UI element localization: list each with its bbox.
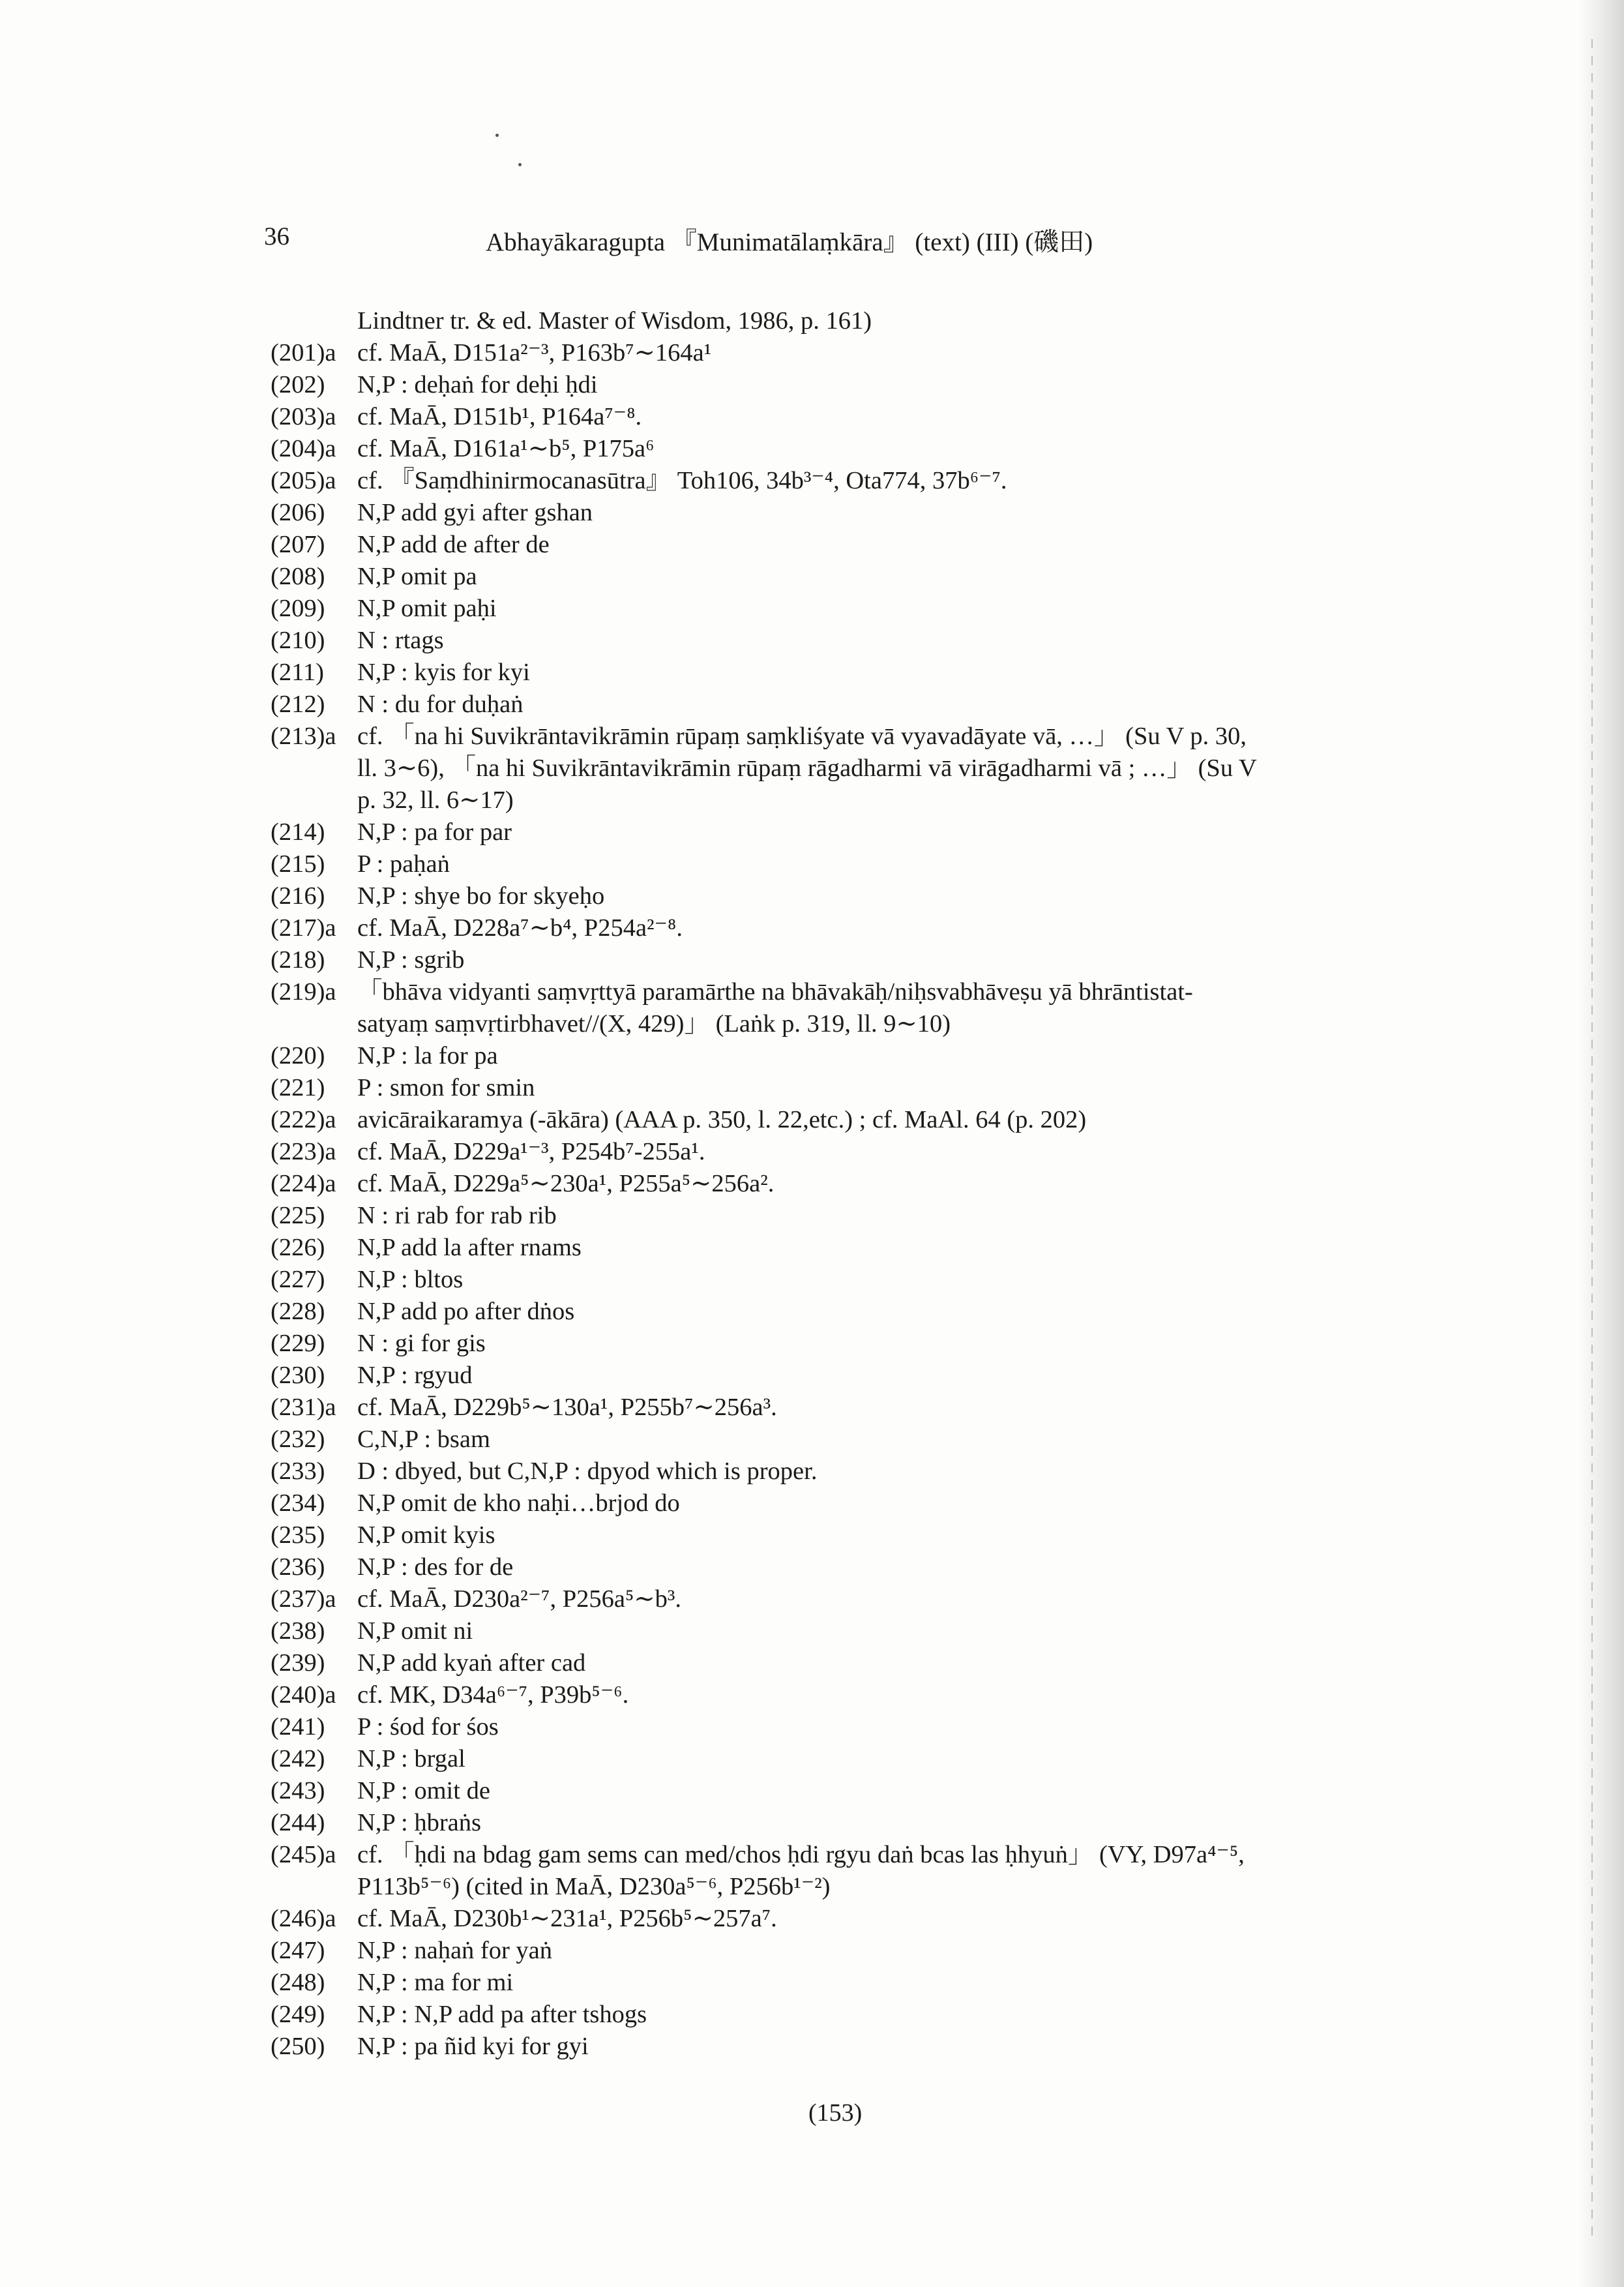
note-entry [271, 337, 1418, 369]
note-text: P : paḥaṅ [357, 850, 450, 878]
note-continuation [271, 785, 1418, 816]
note-entry [271, 944, 1418, 976]
page-header [264, 222, 1624, 261]
note-number: (235) [271, 1521, 325, 1549]
note-entry [271, 1328, 1418, 1360]
note-number: (241) [271, 1713, 325, 1741]
note-text: N,P : shye bo for skyeḥo [357, 882, 605, 910]
note-text: cf. MaĀ, D230a²⁻⁷, P256a⁵∼b³. [357, 1585, 682, 1613]
note-text: P : śod for śos [357, 1713, 499, 1741]
note-text: P : smon for smin [357, 1074, 535, 1101]
note-entry [271, 1072, 1418, 1104]
note-number: (243) [271, 1777, 325, 1804]
note-number: (222)a [271, 1106, 336, 1133]
note-entry [271, 1232, 1418, 1264]
note-number: (215) [271, 850, 325, 878]
note-number: (240)a [271, 1681, 336, 1709]
note-text: N : du for duḥaṅ [357, 691, 524, 718]
note-entry [271, 1647, 1418, 1679]
note-text: cf. 「na hi Suvikrāntavikrāmin rūpaṃ saṃkliśyate vā vyavadāyate vā, …」 (Su V p. 30, [357, 723, 1247, 750]
note-entry [271, 1807, 1418, 1839]
note-text: N,P : sgrib [357, 946, 465, 974]
note-entry [271, 433, 1418, 465]
note-entry [271, 401, 1418, 433]
note-number: (236) [271, 1553, 325, 1581]
note-number: (223)a [271, 1138, 336, 1165]
note-entry [271, 912, 1418, 944]
note-text: N,P add la after rnams [357, 1234, 582, 1261]
note-text: N,P : pa ñid kyi for gyi [357, 2033, 589, 2060]
note-text: N,P : brgal [357, 1745, 465, 1772]
note-text: N : ri rab for rab rib [357, 1202, 557, 1229]
note-text: N,P omit pa [357, 563, 477, 590]
note-text: Lindtner tr. & ed. Master of Wisdom, 1986, p. 161) [357, 307, 872, 335]
note-number: (238) [271, 1617, 325, 1645]
note-number: (239) [271, 1649, 325, 1677]
note-number: (207) [271, 531, 325, 558]
note-entry [271, 976, 1418, 1008]
note-entry [271, 1360, 1418, 1392]
note-number: (213)a [271, 723, 336, 750]
note-number: (242) [271, 1745, 325, 1772]
scan-edge-shadow [1578, 0, 1624, 2287]
note-number: (227) [271, 1266, 325, 1293]
note-entry [271, 1424, 1418, 1456]
note-text: C,N,P : bsam [357, 1426, 490, 1453]
note-text: cf. 『Saṃdhinirmocanasūtra』 Toh106, 34b³⁻⁴, Ota774, 37b⁶⁻⁷. [357, 467, 1007, 494]
note-entry [271, 625, 1418, 657]
running-title: Abhayākaragupta 『Munimatālaṃkāra』 (text) (III) (磯田) [486, 228, 1093, 256]
scan-edge-line [1591, 39, 1593, 2243]
note-entry [271, 1967, 1418, 1999]
note-entry [271, 1743, 1418, 1775]
note-text: avicāraikaramya (-ākāra) (AAA p. 350, l. 22,etc.) ; cf. MaAl. 64 (p. 202) [357, 1106, 1087, 1133]
note-entry [271, 880, 1418, 912]
note-text: N,P : kyis for kyi [357, 659, 530, 686]
note-text: N,P : naḥaṅ for yaṅ [357, 1937, 553, 1964]
note-continuation [271, 1008, 1418, 1040]
scan-speck [495, 134, 499, 137]
note-number: (229) [271, 1330, 325, 1357]
note-number: (247) [271, 1937, 325, 1964]
note-text: N : gi for gis [357, 1330, 486, 1357]
note-entry [271, 1200, 1418, 1232]
note-entry [271, 2031, 1418, 2063]
note-text: cf. MK, D34a⁶⁻⁷, P39b⁵⁻⁶. [357, 1681, 629, 1709]
note-entry [271, 1487, 1418, 1519]
note-entry [271, 1136, 1418, 1168]
note-text: N,P : omit de [357, 1777, 490, 1804]
note-number: (233) [271, 1457, 325, 1485]
note-entry [271, 816, 1418, 848]
note-text: cf. MaĀ, D229a⁵∼230a¹, P255a⁵∼256a². [357, 1170, 775, 1197]
note-entry [271, 497, 1418, 529]
note-text: N,P : ḥbraṅs [357, 1809, 481, 1836]
note-entry [271, 1392, 1418, 1424]
note-entry [271, 1296, 1418, 1328]
note-text: N,P : bltos [357, 1266, 464, 1293]
note-entry [271, 1999, 1418, 2031]
note-number: (214) [271, 818, 325, 846]
note-number: (212) [271, 691, 325, 718]
page-number: 36 [264, 222, 289, 250]
note-text: N,P : ma for mi [357, 1969, 514, 1996]
note-number: (216) [271, 882, 325, 910]
note-text: P113b⁵⁻⁶) (cited in MaĀ, D230a⁵⁻⁶, P256b¹⁻²) [357, 1873, 831, 1900]
note-entry [271, 465, 1418, 497]
note-entry [271, 305, 1418, 337]
note-number: (208) [271, 563, 325, 590]
note-text: cf. 「ḥdi na bdag gam sems can med/chos ḥdi rgyu daṅ bcas las ḥhyuṅ」 (VY, D97a⁴⁻⁵, [357, 1841, 1245, 1868]
page-footer-number: (153) [808, 2099, 863, 2127]
note-entry [271, 1104, 1418, 1136]
note-text: N,P : deḥaṅ for deḥi ḥdi [357, 371, 598, 398]
note-entry [271, 369, 1418, 401]
note-number: (211) [271, 659, 324, 686]
note-number: (210) [271, 627, 325, 654]
note-number: (231)a [271, 1394, 336, 1421]
note-number: (206) [271, 499, 325, 526]
note-text: N : rtags [357, 627, 444, 654]
note-continuation [271, 753, 1418, 785]
note-number: (217)a [271, 914, 336, 942]
note-number: (209) [271, 595, 325, 622]
note-number: (202) [271, 371, 325, 398]
note-entry [271, 1264, 1418, 1296]
scan-speck [518, 163, 522, 166]
note-number: (230) [271, 1362, 325, 1389]
note-entry [271, 721, 1418, 753]
note-entry [271, 1519, 1418, 1551]
note-number: (228) [271, 1298, 325, 1325]
note-text: N,P add po after dṅos [357, 1298, 575, 1325]
note-number: (244) [271, 1809, 325, 1836]
note-entry [271, 1935, 1418, 1967]
note-entry [271, 657, 1418, 689]
note-text: 「bhāva vidyanti saṃvṛttyā paramārthe na bhāvakāḥ/niḥsvabhāveṣu yā bhrāntistat- [357, 978, 1193, 1006]
note-text: N,P omit kyis [357, 1521, 495, 1549]
note-text: cf. MaĀ, D228a⁷∼b⁴, P254a²⁻⁸. [357, 914, 683, 942]
note-number: (246)a [271, 1905, 336, 1932]
note-entry [271, 1551, 1418, 1583]
note-number: (226) [271, 1234, 325, 1261]
note-text: cf. MaĀ, D151b¹, P164a⁷⁻⁸. [357, 403, 642, 430]
note-text: N,P : pa for par [357, 818, 512, 846]
note-number: (218) [271, 946, 325, 974]
note-text: N,P : rgyud [357, 1362, 473, 1389]
note-number: (204)a [271, 435, 336, 462]
note-number: (234) [271, 1489, 325, 1517]
note-text: N,P add kyaṅ after cad [357, 1649, 586, 1677]
note-number: (205)a [271, 467, 336, 494]
note-entry [271, 1040, 1418, 1072]
note-text: cf. MaĀ, D230b¹∼231a¹, P256b⁵∼257a⁷. [357, 1905, 777, 1932]
note-text: N,P add de after de [357, 531, 550, 558]
note-number: (201)a [271, 339, 336, 366]
note-entry [271, 1583, 1418, 1615]
notes-list [271, 305, 1418, 2063]
note-entry [271, 1168, 1418, 1200]
note-text: D : dbyed, but C,N,P : dpyod which is proper. [357, 1457, 818, 1485]
note-text: N,P : des for de [357, 1553, 514, 1581]
note-text: N,P add gyi after gshan [357, 499, 593, 526]
note-entry [271, 593, 1418, 625]
note-text: cf. MaĀ, D161a¹∼b⁵, P175a⁶ [357, 435, 655, 462]
note-number: (220) [271, 1042, 325, 1069]
note-number: (249) [271, 2001, 325, 2028]
note-number: (232) [271, 1426, 325, 1453]
note-entry [271, 1839, 1418, 1871]
note-number: (224)a [271, 1170, 336, 1197]
note-text: p. 32, ll. 6∼17) [357, 786, 514, 814]
note-entry [271, 1775, 1418, 1807]
note-number: (203)a [271, 403, 336, 430]
note-entry [271, 561, 1418, 593]
note-entry [271, 1903, 1418, 1935]
note-entry [271, 1615, 1418, 1647]
note-entry [271, 1711, 1418, 1743]
note-continuation [271, 1871, 1418, 1903]
note-number: (219)a [271, 978, 336, 1006]
note-text: ll. 3∼6), 「na hi Suvikrāntavikrāmin rūpaṃ rāgadharmi vā virāgadharmi vā ; …」 (Su V [357, 755, 1257, 782]
note-text: N,P omit de kho naḥi…brjod do [357, 1489, 680, 1517]
note-number: (250) [271, 2033, 325, 2060]
note-number: (221) [271, 1074, 325, 1101]
note-text: N,P omit paḥi [357, 595, 497, 622]
note-entry [271, 1679, 1418, 1711]
note-text: N,P omit ni [357, 1617, 473, 1645]
note-text: cf. MaĀ, D229b⁵∼130a¹, P255b⁷∼256a³. [357, 1394, 777, 1421]
note-number: (237)a [271, 1585, 336, 1613]
note-number: (245)a [271, 1841, 336, 1868]
note-text: satyaṃ saṃvṛtirbhavet//(X, 429)」 (Laṅk p. 319, ll. 9∼10) [357, 1010, 951, 1038]
note-entry [271, 848, 1418, 880]
note-text: cf. MaĀ, D229a¹⁻³, P254b⁷-255a¹. [357, 1138, 705, 1165]
note-text: cf. MaĀ, D151a²⁻³, P163b⁷∼164a¹ [357, 339, 712, 366]
note-entry [271, 1456, 1418, 1487]
note-entry [271, 529, 1418, 561]
note-number: (225) [271, 1202, 325, 1229]
note-text: N,P : la for pa [357, 1042, 498, 1069]
note-text: N,P : N,P add pa after tshogs [357, 2001, 647, 2028]
note-entry [271, 689, 1418, 721]
note-number: (248) [271, 1969, 325, 1996]
